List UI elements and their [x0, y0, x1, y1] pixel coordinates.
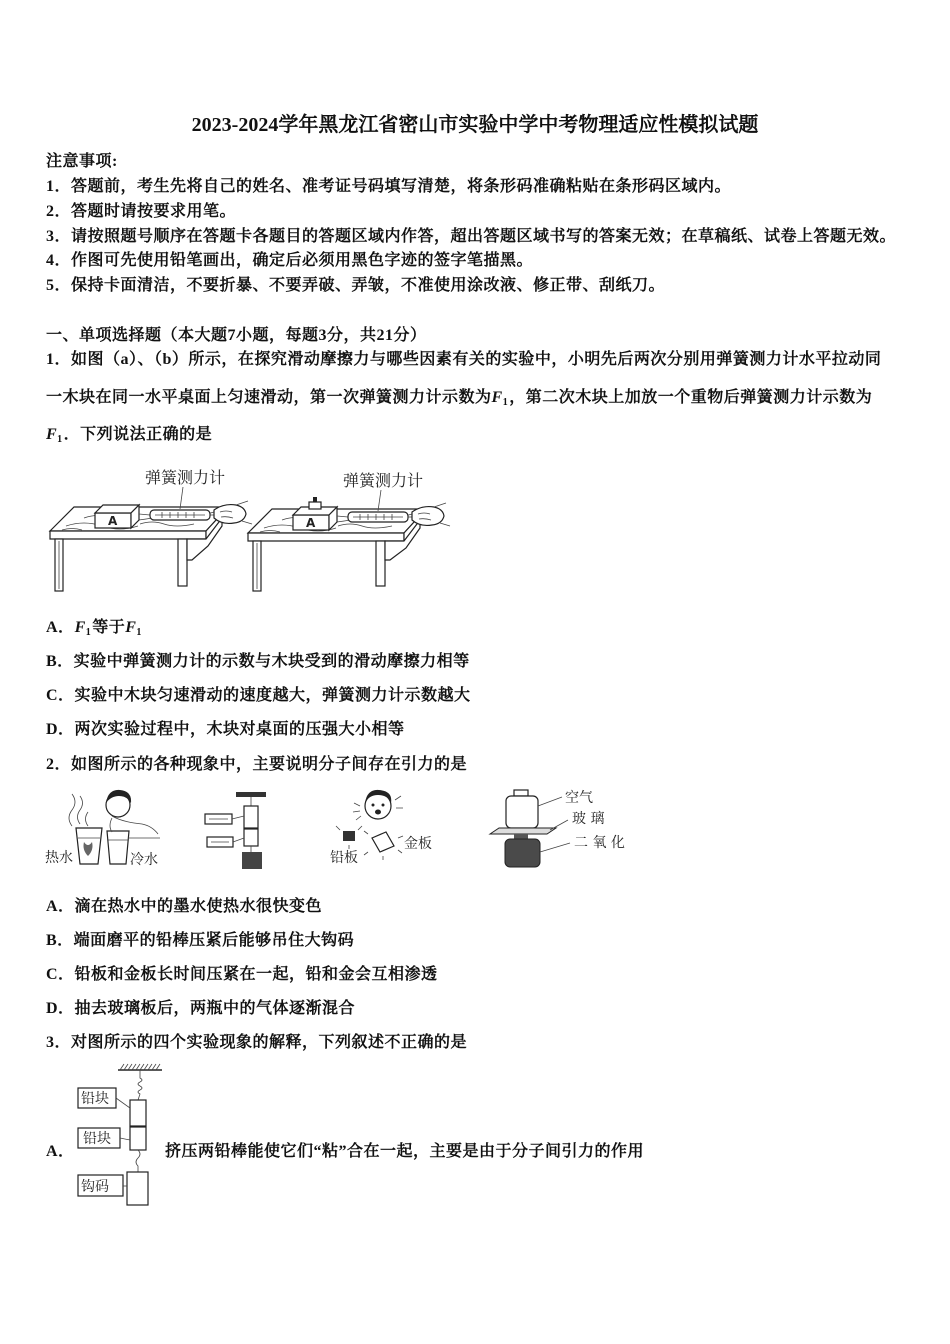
q3-option-a-text: 挤压两铅棒能使它们“粘”合在一起，主要是由于分子间引力的作用 — [165, 1143, 645, 1160]
q1-stem-line-1: 1．如图（a）、（b）所示，在探究滑动摩擦力与哪些因素有关的实验中，小明先后两次分别用弹簧测力计水平拉动同 — [46, 351, 882, 368]
q1-option-b: B．实验中弹簧测力计的示数与木块受到的滑动摩擦力相等 — [46, 653, 470, 670]
air-label: 空气 — [565, 790, 593, 806]
notice-item-1: 1．答题前，考生先将自己的姓名、准考证号码填写清楚，将条形码准确粘贴在条形码区域内。 — [46, 178, 732, 195]
q1-option-a-sub2: 1 — [136, 627, 142, 638]
q3-option-a-letter: A． — [46, 1143, 75, 1160]
lead-rod-top — [130, 1100, 146, 1126]
experiment-b — [248, 471, 450, 591]
q1-line3-var: F — [46, 426, 58, 443]
lead-block-label-2: 铅块 — [83, 1131, 111, 1147]
notice-item-2: 2．答题时请按要求用笔。 — [46, 203, 237, 220]
q1-line2-var: F — [491, 389, 503, 406]
gold-plate — [372, 832, 394, 852]
notice-item-5: 5．保持卡面清洁，不要折暴、不要弄破、弄皱，不准使用涂改液、修正带、刮纸刀。 — [46, 277, 666, 294]
ink-diffusion-scene — [45, 790, 160, 868]
q2-figure — [40, 783, 640, 875]
q2-stem: 2．如图所示的各种现象中，主要说明分子间存在引力的是 — [46, 756, 468, 773]
q1-line2-pre: 一木块在同一水平桌面上匀速滑动，第一次弹簧测力计示数为 — [46, 389, 492, 406]
glass-plate — [490, 828, 556, 834]
q1-stem-line-2 — [46, 388, 872, 410]
hand-b — [412, 503, 450, 526]
q1-option-a-sub1: 1 — [85, 627, 92, 638]
scale-pointer-a — [180, 487, 183, 509]
gas-diffusion-scene — [490, 789, 625, 867]
q1-option-d: D．两次实验过程中，木块对桌面的压强大小相等 — [46, 721, 405, 738]
lead-plate-label: 铅板 — [330, 850, 358, 866]
q1-line3-sub: 1 — [57, 434, 63, 445]
spring-scale-a — [150, 510, 216, 520]
no2-label: 二 氧 化 — [574, 835, 625, 851]
ceiling-support — [118, 1064, 162, 1070]
lead-plate — [343, 831, 355, 841]
hook-weight-label: 钩码 — [81, 1179, 109, 1195]
air-bottle — [506, 796, 538, 828]
q2-option-a: A．滴在热水中的墨水使热水很快变色 — [46, 898, 323, 915]
section-heading: 一、单项选择题（本大题7小题，每题3分，共21分） — [46, 327, 427, 344]
q2-option-c: C．铅板和金板长时间压紧在一起，铅和金会互相渗透 — [46, 966, 438, 983]
lead-block-label-1: 铅块 — [81, 1091, 109, 1107]
experiment-a — [50, 468, 252, 591]
q2-option-b: B．端面磨平的铅棒压紧后能够吊住大钩码 — [46, 932, 355, 949]
q1-line2-sub: 1 — [502, 397, 509, 408]
q1-option-a-letter: A． — [46, 619, 75, 636]
glass-label: 玻 璃 — [572, 811, 605, 827]
lead-cylinder-bottom — [244, 829, 258, 846]
cold-water-cup — [107, 831, 129, 864]
hand-a — [214, 501, 252, 524]
hanging-wire — [138, 1070, 142, 1100]
notice-item-3: 3．请按照题号顺序在答题卡各题目的答题区域内作答，超出答题区域书写的答案无效；在草稿纸、试卷上答题无效。 — [46, 228, 897, 245]
gold-plate-label: 金板 — [404, 836, 432, 852]
q3-stem: 3．对图所示的四个实验现象的解释，下列叙述不正确的是 — [46, 1034, 468, 1051]
q1-option-a-mid: 等于 — [92, 619, 126, 636]
spring-scale-b — [348, 512, 414, 522]
page-title: 2023-2024学年黑龙江省密山市实验中学中考物理适应性模拟试题 — [191, 114, 759, 136]
scale-pointer-b — [378, 490, 381, 511]
hook-weight — [127, 1172, 148, 1205]
spring-scale-label-a: 弹簧测力计 — [145, 468, 226, 487]
hook — [136, 1150, 140, 1172]
no2-bottle — [505, 839, 540, 867]
q1-option-a-var1: F — [74, 619, 86, 636]
q1-line3-post: ．下列说法正确的是 — [63, 426, 213, 443]
block-label-b: A — [306, 516, 316, 530]
wooden-block-b — [293, 507, 337, 530]
added-weight — [309, 497, 321, 509]
block-label-a: A — [108, 514, 118, 528]
q2-option-d: D．抽去玻璃板后，两瓶中的气体逐渐混合 — [46, 1000, 356, 1017]
q3-option-a-figure — [70, 1060, 170, 1212]
q1-option-a-var2: F — [125, 619, 137, 636]
q1-figure — [40, 460, 460, 598]
q1-option-c: C．实验中木块匀速滑动的速度越大，弹簧测力计示数越大 — [46, 687, 471, 704]
hook-weight — [242, 852, 262, 869]
q1-line2-post: ，第二次木块上加放一个重物后弹簧测力计示数为 — [509, 389, 873, 406]
spring-scale-label-b: 弹簧测力计 — [343, 471, 424, 490]
lead-cylinder-top — [244, 806, 258, 828]
lead-cylinders-scene — [205, 792, 266, 869]
wooden-block-a — [95, 505, 139, 528]
cold-water-label: 冷水 — [130, 852, 158, 868]
q1-stem-line-3 — [46, 425, 212, 447]
hot-water-label: 热水 — [45, 850, 73, 866]
lead-gold-scene — [330, 790, 432, 866]
q1-option-a — [46, 618, 143, 640]
notice-heading: 注意事项: — [46, 153, 118, 170]
lead-rod-bottom — [130, 1127, 146, 1150]
notice-item-4: 4．作图可先使用铅笔画出，确定后必须用黑色字迹的签字笔描黑。 — [46, 252, 534, 269]
